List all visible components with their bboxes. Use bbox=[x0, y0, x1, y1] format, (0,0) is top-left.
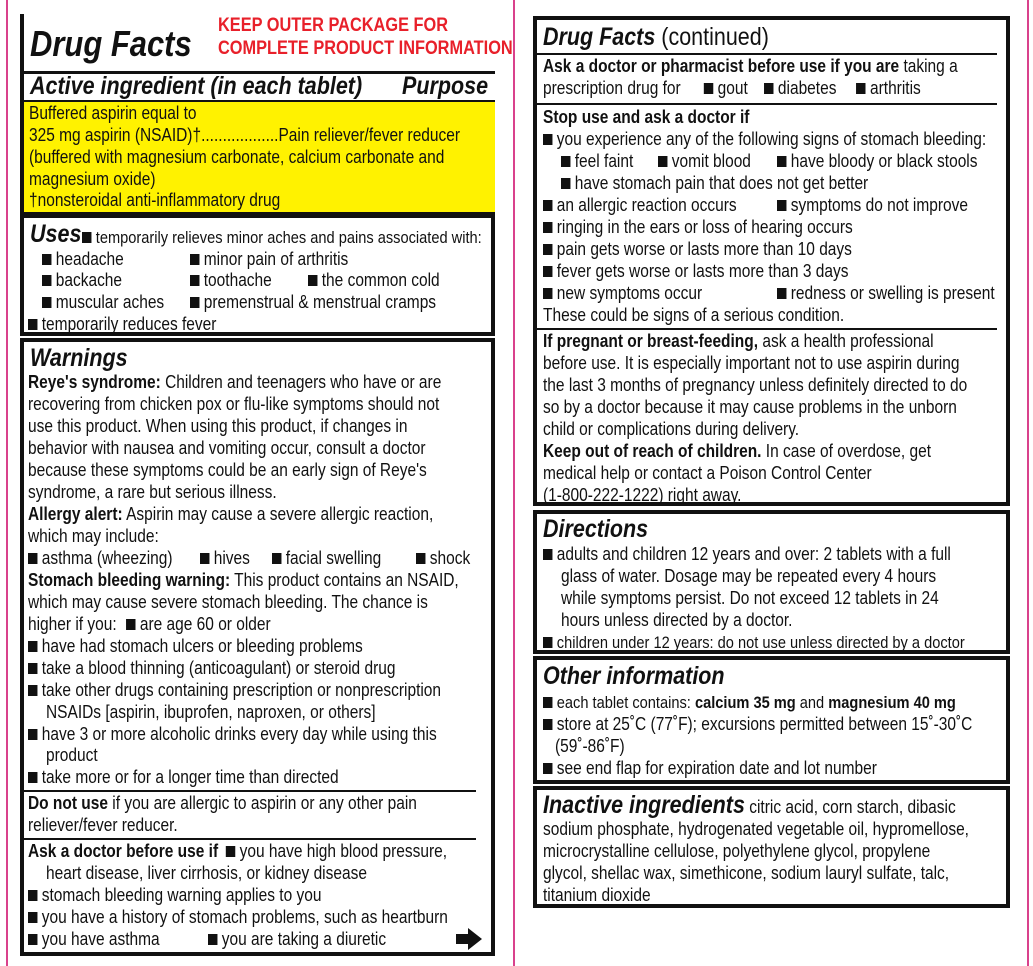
text-line bbox=[561, 173, 868, 194]
text-line: recovering from chicken pox or flu-like symptoms should not bbox=[28, 394, 440, 414]
bullet-icon bbox=[543, 637, 552, 648]
text-line: which may include: bbox=[28, 526, 159, 546]
text-line: minor pain of arthritis bbox=[203, 249, 349, 269]
text-line bbox=[28, 929, 160, 950]
text-line: behavior with nausea and vomiting occur, consult a doctor bbox=[28, 438, 426, 458]
bullet-icon bbox=[543, 266, 552, 277]
text-line bbox=[777, 195, 968, 216]
text-line bbox=[543, 544, 951, 565]
active-line: (buffered with magnesium carbonate, calcium carbonate and bbox=[29, 147, 445, 167]
text-line: have stomach pain that does not get better bbox=[574, 173, 869, 193]
bullet-icon bbox=[543, 200, 552, 211]
text-line: symptoms do not improve bbox=[790, 195, 968, 215]
text-line bbox=[272, 548, 381, 569]
bullet-icon bbox=[42, 297, 51, 308]
active-line: magnesium oxide) bbox=[29, 169, 156, 189]
active-line: Buffered aspirin equal to bbox=[29, 103, 197, 123]
bullet-icon bbox=[704, 83, 713, 94]
bullet-icon bbox=[856, 83, 865, 94]
text-line bbox=[28, 885, 321, 906]
text-line bbox=[190, 249, 348, 270]
text-line: Inactive ingredients bbox=[543, 791, 745, 819]
left-drug-facts-title: Drug Facts bbox=[30, 23, 192, 64]
text-line: Reye's syndrome: bbox=[28, 372, 161, 392]
bullet-icon bbox=[561, 156, 570, 167]
text-line: KEEP OUTER PACKAGE FOR bbox=[218, 15, 449, 36]
bullet-icon bbox=[42, 254, 51, 265]
text-line bbox=[28, 570, 459, 591]
text-line: while symptoms persist. Do not exceed 12 tablets in 24 bbox=[561, 588, 939, 608]
text-line bbox=[28, 614, 271, 635]
text-line: higher if you: bbox=[28, 614, 117, 634]
text-line bbox=[208, 929, 386, 950]
bullet-icon bbox=[543, 697, 552, 708]
bullet-icon bbox=[208, 934, 217, 945]
bullet-icon bbox=[416, 553, 425, 564]
text-line: (1-800-222-1222) right away. bbox=[543, 485, 742, 505]
text-line: fever gets worse or lasts more than 3 days bbox=[556, 261, 849, 281]
left-dieline bbox=[6, 0, 8, 966]
bullet-icon bbox=[543, 719, 552, 730]
text-line: see end flap for expiration date and lot number bbox=[556, 758, 877, 778]
text-line: feel faint bbox=[574, 151, 634, 171]
divider bbox=[24, 790, 476, 792]
text-line: children under 12 years: do not use unless directed by a doctor bbox=[556, 633, 965, 652]
bullet-icon bbox=[190, 297, 199, 308]
text-line: These could be signs of a serious condition. bbox=[543, 305, 845, 325]
bullet-icon bbox=[543, 244, 552, 255]
text-line: titanium dioxide bbox=[543, 885, 651, 905]
text-line: COMPLETE PRODUCT INFORMATION bbox=[218, 38, 513, 59]
bullet-icon bbox=[777, 288, 786, 299]
text-line bbox=[543, 692, 956, 713]
text-line bbox=[543, 758, 877, 779]
text-line bbox=[28, 767, 339, 788]
uses-intro bbox=[82, 227, 482, 248]
text-line: gout bbox=[717, 78, 748, 98]
text-line bbox=[28, 658, 395, 679]
bullet-icon bbox=[764, 83, 773, 94]
text-line: child or complications during delivery. bbox=[543, 419, 800, 439]
bullet-icon bbox=[777, 200, 786, 211]
text-line bbox=[543, 217, 853, 238]
text-line: NSAIDs [aspirin, ibuprofen, naproxen, or others] bbox=[46, 702, 376, 722]
text-line: use this product. When using this product, if changes in bbox=[28, 416, 408, 436]
text-line bbox=[543, 331, 934, 352]
text-line: take more or for a longer time than directed bbox=[41, 767, 339, 787]
text-line: stomach bleeding warning applies to you bbox=[41, 885, 322, 905]
active-line: 325 mg aspirin (NSAID)†..................Pain reliever/fever reducer bbox=[29, 125, 461, 145]
text-line: glass of water. Dosage may be repeated every 4 hours bbox=[561, 566, 937, 586]
bullet-icon bbox=[190, 254, 199, 265]
continue-arrow-icon bbox=[456, 928, 482, 950]
bullet-icon bbox=[28, 890, 37, 901]
text-line bbox=[42, 249, 124, 270]
text-line: magnesium 40 mg bbox=[828, 693, 956, 712]
bullet-icon bbox=[561, 178, 570, 189]
text-line bbox=[561, 151, 633, 172]
divider bbox=[537, 328, 997, 330]
text-line bbox=[28, 372, 441, 393]
text-line bbox=[42, 292, 164, 313]
text-line: diabetes bbox=[777, 78, 837, 98]
bullet-icon bbox=[226, 846, 235, 857]
text-line bbox=[543, 195, 737, 216]
other-information-panel bbox=[533, 656, 1010, 784]
other-information-title: Other information bbox=[543, 662, 725, 690]
text-line bbox=[543, 261, 848, 282]
text-line bbox=[543, 283, 702, 304]
text-line: temporarily reduces fever bbox=[41, 314, 217, 334]
active-line: †nonsteroidal anti-inflammatory drug bbox=[29, 190, 281, 210]
text-line bbox=[28, 724, 437, 745]
text-line: hives bbox=[213, 548, 250, 568]
bullet-icon bbox=[28, 663, 37, 674]
text-line: if you are allergic to aspirin or any other pain bbox=[112, 793, 417, 813]
text-line: because these symptoms could be an early sign of Reye's bbox=[28, 460, 427, 480]
bullet-icon bbox=[308, 275, 317, 286]
bullet-icon bbox=[28, 641, 37, 652]
text-line: and bbox=[799, 693, 825, 712]
text-line bbox=[28, 793, 417, 814]
text-line: ringing in the ears or loss of hearing occurs bbox=[556, 217, 853, 237]
text-line: (continued) bbox=[661, 23, 769, 51]
text-line: have had stomach ulcers or bleeding problems bbox=[41, 636, 363, 656]
text-line: Do not use bbox=[28, 793, 108, 813]
text-line: are age 60 or older bbox=[139, 614, 271, 634]
text-line: reliever/fever reducer. bbox=[28, 815, 178, 835]
inactive-ingredients-panel bbox=[533, 786, 1010, 908]
text-line: facial swelling bbox=[285, 548, 382, 568]
warnings-title: Warnings bbox=[30, 344, 128, 372]
text-line bbox=[658, 151, 751, 172]
text-line: store at 25˚C (77˚F); excursions permitted between 15˚-30˚C bbox=[556, 714, 973, 734]
uses-title: Uses bbox=[30, 220, 82, 248]
text-line: an allergic reaction occurs bbox=[556, 195, 737, 215]
text-line: you experience any of the following signs of stomach bleeding: bbox=[556, 129, 987, 149]
text-line: microcrystalline cellulose, polyethylene glycol, propylene bbox=[543, 841, 931, 861]
bullet-icon bbox=[777, 156, 786, 167]
bullet-icon bbox=[28, 934, 37, 945]
text-line: pain gets worse or lasts more than 10 days bbox=[556, 239, 852, 259]
text-line bbox=[543, 714, 972, 735]
text-line: Children and teenagers who have or are bbox=[165, 372, 442, 392]
text-line: premenstrual & menstrual cramps bbox=[203, 292, 437, 312]
text-line bbox=[777, 151, 977, 172]
text-line: before use. It is especially important not to use aspirin during bbox=[543, 353, 960, 373]
text-line: backache bbox=[55, 270, 123, 290]
bullet-icon bbox=[42, 275, 51, 286]
text-line bbox=[416, 548, 470, 569]
text-line: Keep out of reach of children. bbox=[543, 441, 762, 461]
text-line: Ask a doctor before use if bbox=[28, 841, 219, 861]
text-line: heart disease, liver cirrhosis, or kidney disease bbox=[46, 863, 367, 883]
bullet-icon bbox=[200, 553, 209, 564]
uses-panel bbox=[20, 214, 495, 336]
text-line: ask a health professional bbox=[762, 331, 934, 351]
text-line bbox=[543, 56, 958, 77]
text-line: each tablet contains: bbox=[556, 693, 691, 712]
text-line bbox=[543, 632, 965, 653]
text-line: Drug Facts bbox=[543, 23, 656, 51]
text-line: syndrome, a rare but serious illness. bbox=[28, 482, 277, 502]
text-line bbox=[28, 504, 433, 525]
text-line: the last 3 months of pregnancy unless definitely directed to do bbox=[543, 375, 968, 395]
purpose-header: Purpose bbox=[402, 72, 489, 100]
text-line: citric acid, corn starch, dibasic bbox=[749, 797, 956, 817]
text-line: product bbox=[46, 745, 98, 765]
text-line: redness or swelling is present bbox=[790, 283, 995, 303]
text-line: Stomach bleeding warning: bbox=[28, 570, 231, 590]
text-line: vomit blood bbox=[671, 151, 751, 171]
bullet-icon bbox=[543, 549, 552, 560]
text-line bbox=[543, 441, 931, 462]
text-line: you have a history of stomach problems, such as heartburn bbox=[41, 907, 448, 927]
text-line: arthritis bbox=[870, 78, 921, 98]
text-line: Ask a doctor or pharmacist before use if you are bbox=[543, 56, 900, 76]
text-line: prescription drug for bbox=[543, 78, 681, 98]
text-line: new symptoms occur bbox=[556, 283, 703, 303]
text-line: adults and children 12 years and over: 2 tablets with a full bbox=[556, 544, 951, 564]
text-line: have bloody or black stools bbox=[790, 151, 978, 171]
continued-panel bbox=[533, 16, 1010, 506]
text-line: the common cold bbox=[321, 270, 440, 290]
text-line: medical help or contact a Poison Control Center bbox=[543, 463, 872, 483]
text-line: Allergy alert: bbox=[28, 504, 123, 524]
text-line: you have high blood pressure, bbox=[239, 841, 448, 861]
divider bbox=[24, 838, 476, 840]
text-line bbox=[543, 239, 852, 260]
divider bbox=[537, 53, 997, 55]
text-line: you are taking a diuretic bbox=[221, 929, 387, 949]
text-line: sodium phosphate, hydrogenated vegetable oil, hypromellose, bbox=[543, 819, 969, 839]
text-line bbox=[190, 292, 436, 313]
text-line: calcium 35 mg bbox=[694, 693, 796, 712]
text-line bbox=[28, 841, 447, 862]
text-line: glycol, shellac wax, simethicone, sodium lauryl sulfate, talc, bbox=[543, 863, 950, 883]
text-line: In case of overdose, get bbox=[765, 441, 932, 461]
text-line bbox=[308, 270, 440, 291]
text-line bbox=[777, 283, 995, 304]
directions-panel bbox=[533, 510, 1010, 654]
center-dieline bbox=[513, 0, 515, 966]
right-drug-facts-title bbox=[543, 22, 769, 52]
inactive-first-line bbox=[543, 792, 956, 820]
bullet-icon bbox=[543, 134, 552, 145]
text-line: you have asthma bbox=[41, 929, 160, 949]
text-line: This product contains an NSAID, bbox=[234, 570, 459, 590]
bullet-icon bbox=[658, 156, 667, 167]
text-line: Stop use and ask a doctor if bbox=[543, 107, 750, 127]
text-line: shock bbox=[429, 548, 471, 568]
text-line bbox=[28, 548, 173, 569]
active-ingredient-box bbox=[24, 100, 495, 212]
text-line: toothache bbox=[203, 270, 272, 290]
text-line: (59˚-86˚F) bbox=[555, 736, 625, 756]
bullet-icon bbox=[28, 319, 37, 330]
text-line: hours unless directed by a doctor. bbox=[561, 610, 793, 630]
bullet-icon bbox=[82, 232, 91, 243]
bullet-icon bbox=[126, 619, 135, 630]
text-line bbox=[42, 270, 122, 291]
bullet-icon bbox=[543, 288, 552, 299]
text-line bbox=[543, 129, 986, 150]
text-line: taking a bbox=[903, 56, 958, 76]
text-line bbox=[200, 548, 250, 569]
keep-outer-package-note bbox=[218, 14, 513, 60]
text-line bbox=[28, 314, 216, 335]
active-ingredient-header: Active ingredient (in each tablet) bbox=[30, 72, 363, 100]
text-line: muscular aches bbox=[55, 292, 165, 312]
bullet-icon bbox=[28, 912, 37, 923]
bullet-icon bbox=[543, 763, 552, 774]
right-dieline bbox=[1027, 0, 1029, 966]
text-line: If pregnant or breast-feeding, bbox=[543, 331, 759, 351]
text-line: temporarily relieves minor aches and pains associated with: bbox=[95, 228, 482, 247]
text-line bbox=[28, 636, 363, 657]
text-line: so by a doctor because it may cause problems in the unborn bbox=[543, 397, 957, 417]
bullet-icon bbox=[28, 553, 37, 564]
text-line: which may cause severe stomach bleeding. The chance is bbox=[28, 592, 428, 612]
text-line: asthma (wheezing) bbox=[41, 548, 173, 568]
bullet-icon bbox=[28, 772, 37, 783]
text-line: headache bbox=[55, 249, 124, 269]
bullet-icon bbox=[543, 222, 552, 233]
text-line: have 3 or more alcoholic drinks every day while using this bbox=[41, 724, 437, 744]
text-line bbox=[190, 270, 272, 291]
text-line: Aspirin may cause a severe allergic reaction, bbox=[126, 504, 434, 524]
directions-title: Directions bbox=[543, 515, 649, 543]
text-line bbox=[28, 680, 441, 701]
bullet-icon bbox=[28, 729, 37, 740]
bullet-icon bbox=[28, 685, 37, 696]
divider bbox=[537, 103, 997, 105]
bullet-icon bbox=[190, 275, 199, 286]
bullet-icon bbox=[272, 553, 281, 564]
warnings-panel bbox=[20, 338, 495, 956]
text-line: take a blood thinning (anticoagulant) or steroid drug bbox=[41, 658, 396, 678]
active-ingredient-panel bbox=[20, 14, 513, 214]
text-line bbox=[543, 78, 921, 99]
text-line bbox=[28, 907, 448, 928]
text-line: take other drugs containing prescription or nonprescription bbox=[41, 680, 442, 700]
